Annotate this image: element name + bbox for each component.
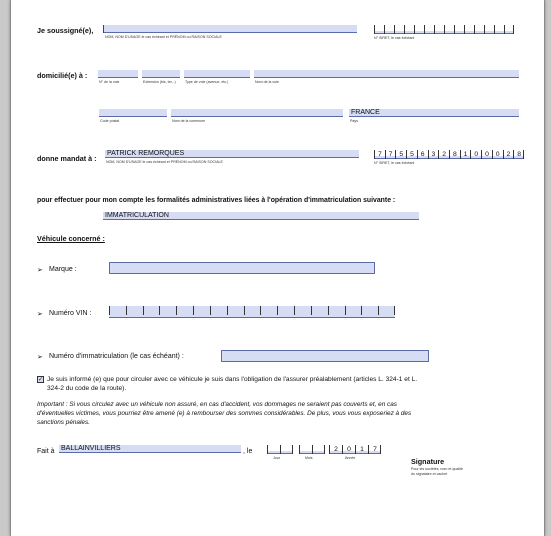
comb-cell (464, 25, 474, 34)
info-text (47, 375, 537, 393)
immat-label: Numéro d'immatriculation (le cas échéant) : (49, 353, 184, 360)
comb-cell: 2 (438, 150, 449, 159)
signature-label: Signature (411, 457, 445, 466)
mandat-name-field[interactable] (105, 150, 359, 158)
comb-cell (328, 306, 345, 315)
soussigne-caption: NOM, NOM D'USAGE le cas échéant et PRÉNOM ou RAISON SOCIALE (105, 35, 222, 39)
comb-cell (311, 306, 328, 315)
comb-cell: 3 (428, 150, 439, 159)
mois-caption: Mois (305, 456, 313, 460)
addr-ext-field[interactable] (142, 70, 180, 78)
comb-cell (374, 25, 384, 34)
comb-cell (394, 25, 404, 34)
comb-cell (414, 25, 424, 34)
comb-cell (210, 306, 227, 315)
soussigne-siret-field[interactable] (374, 25, 514, 34)
comb-cell: 0 (470, 150, 481, 159)
comb-cell-end (513, 25, 514, 34)
comb-cell (361, 306, 378, 315)
siret-caption: N° SIRET, le cas échéant (374, 36, 415, 40)
immat-field[interactable] (221, 350, 429, 362)
comb-cell: 8 (513, 150, 524, 159)
comb-cell: 1 (355, 445, 368, 454)
domicile-label: domicilié(e) à : (37, 71, 88, 80)
comb-cell (176, 306, 193, 315)
important-line-2: d'éventuelles victimes, vous pourriez être amené (e) à rembourser des sommes considérables. De plus, vous vous exposeriez à des (37, 410, 412, 417)
important-line-1: Important : Si vous circulez avec un véhicule non assuré, en cas d'accident, vos dommages ne seraient pas couverts et, en cas (37, 401, 397, 408)
comb-cell: 1 (460, 150, 471, 159)
comb-cell (434, 25, 444, 34)
comb-cell: 0 (342, 445, 355, 454)
mandat-label: donne mandat à : (37, 154, 97, 163)
check-icon: ✓ (38, 377, 44, 383)
comb-cell: 7 (374, 150, 385, 159)
mois-field[interactable] (299, 445, 325, 454)
comb-cell: 5 (395, 150, 406, 159)
commune-field[interactable] (171, 109, 343, 117)
comb-cell (159, 306, 176, 315)
comb-cell (404, 25, 414, 34)
addr-street-field[interactable] (254, 70, 519, 78)
comb-cell (384, 25, 394, 34)
pays-field[interactable] (349, 109, 519, 117)
comb-cell (378, 306, 395, 315)
fait-field[interactable] (59, 445, 241, 453)
signature-caption-2: du signataire et cachet (411, 472, 448, 476)
comb-cell (244, 306, 261, 315)
comb-cell (474, 25, 484, 34)
comb-cell-end (523, 150, 524, 159)
comb-cell (299, 445, 312, 454)
comb-cell (454, 25, 464, 34)
comb-cell (126, 306, 143, 315)
field-edge (103, 25, 104, 33)
vehicule-label: Véhicule concerné : (37, 234, 105, 243)
marque-field[interactable] (109, 262, 375, 274)
comb-cell: 2 (503, 150, 514, 159)
mandat-caption: NOM, NOM D'USAGE le cas échéant et PRÉNOM ou RAISON SOCIALE (106, 160, 223, 164)
jour-field[interactable] (267, 445, 293, 454)
postal-code-field[interactable] (99, 109, 167, 117)
comb-cell (109, 306, 126, 315)
info-line-1: Je suis informé (e) que pour circuler avec ce véhicule je suis dans l'obligation de l'assurer préalablement (articles L. 324-1 et L. (47, 376, 418, 383)
comb-cell (424, 25, 434, 34)
mandat-siret-caption: N° SIRET, le cas échéant (374, 161, 415, 165)
operation-value: IMMATRICULATION (105, 212, 169, 219)
comb-cell-end (324, 445, 325, 454)
annee-field[interactable] (329, 445, 381, 454)
operation-field[interactable] (103, 212, 419, 220)
addr-type-caption: Type de voie (avenue, etc.) (185, 80, 229, 84)
comb-cell (193, 306, 210, 315)
important-line-3: sanctions pénales. (37, 419, 90, 426)
cerfa-mandate-sheet (10, 0, 545, 536)
comb-cell: 0 (492, 150, 503, 159)
comb-cell: 7 (385, 150, 396, 159)
fait-label: Fait à (37, 448, 55, 455)
comb-cell: 0 (481, 150, 492, 159)
comb-cell (277, 306, 294, 315)
addr-street-caption: Nom de la voie (255, 80, 279, 84)
comb-cell-end (394, 306, 395, 315)
commune-caption: Nom de la commune (172, 119, 206, 123)
comb-cell (494, 25, 504, 34)
comb-cell-end (292, 445, 293, 454)
jour-caption: Jour (273, 456, 280, 460)
pays-caption: Pays (350, 119, 358, 123)
addr-type-field[interactable] (184, 70, 250, 78)
bullet-arrow-icon: ➢ (37, 354, 43, 361)
soussigne-name-field[interactable] (103, 25, 357, 33)
addr-num-field[interactable] (98, 70, 138, 78)
info-line-2: 324-2 du code de la route). (47, 385, 127, 392)
comb-cell: 5 (406, 150, 417, 159)
mandat-siret-field[interactable] (374, 150, 524, 159)
comb-cell (484, 25, 494, 34)
addr-num-caption: N° de la voie (99, 80, 120, 84)
comb-cell (267, 445, 280, 454)
mandat-value: PATRICK REMORQUES (107, 150, 185, 157)
comb-cell: 2 (329, 445, 342, 454)
formalites-label: pour effectuer pour mon compte les formalités administratives liées à l'opération d'immatriculation suivante : (37, 197, 396, 204)
soussigne-label: Je soussigné(e), (37, 26, 94, 35)
comb-cell: 7 (368, 445, 381, 454)
vin-field[interactable] (109, 306, 395, 318)
important-text (37, 400, 542, 427)
comb-cell (260, 306, 277, 315)
bullet-arrow-icon: ➢ (37, 311, 43, 318)
pays-value: FRANCE (351, 109, 380, 116)
addr-ext-caption: Extension (bis, ter...) (143, 80, 176, 84)
signature-caption-1: Pour les sociétés, nom et qualité (411, 467, 463, 471)
vin-label: Numéro VIN : (49, 310, 92, 317)
comb-cell: 8 (449, 150, 460, 159)
comb-cell (143, 306, 160, 315)
info-checkbox[interactable] (37, 376, 44, 383)
postal-code-caption: Code postal (100, 119, 120, 123)
signature-area[interactable] (411, 480, 531, 528)
comb-cell (227, 306, 244, 315)
annee-caption: Année (345, 456, 356, 460)
comb-cell-end (380, 445, 381, 454)
marque-label: Marque : (49, 266, 77, 273)
bullet-arrow-icon: ➢ (37, 267, 43, 274)
comb-cell: 6 (417, 150, 428, 159)
fait-value: BALLAINVILLIERS (61, 445, 121, 452)
comb-cell (345, 306, 362, 315)
comb-cell (444, 25, 454, 34)
le-label: , le (243, 448, 253, 455)
comb-cell (294, 306, 311, 315)
